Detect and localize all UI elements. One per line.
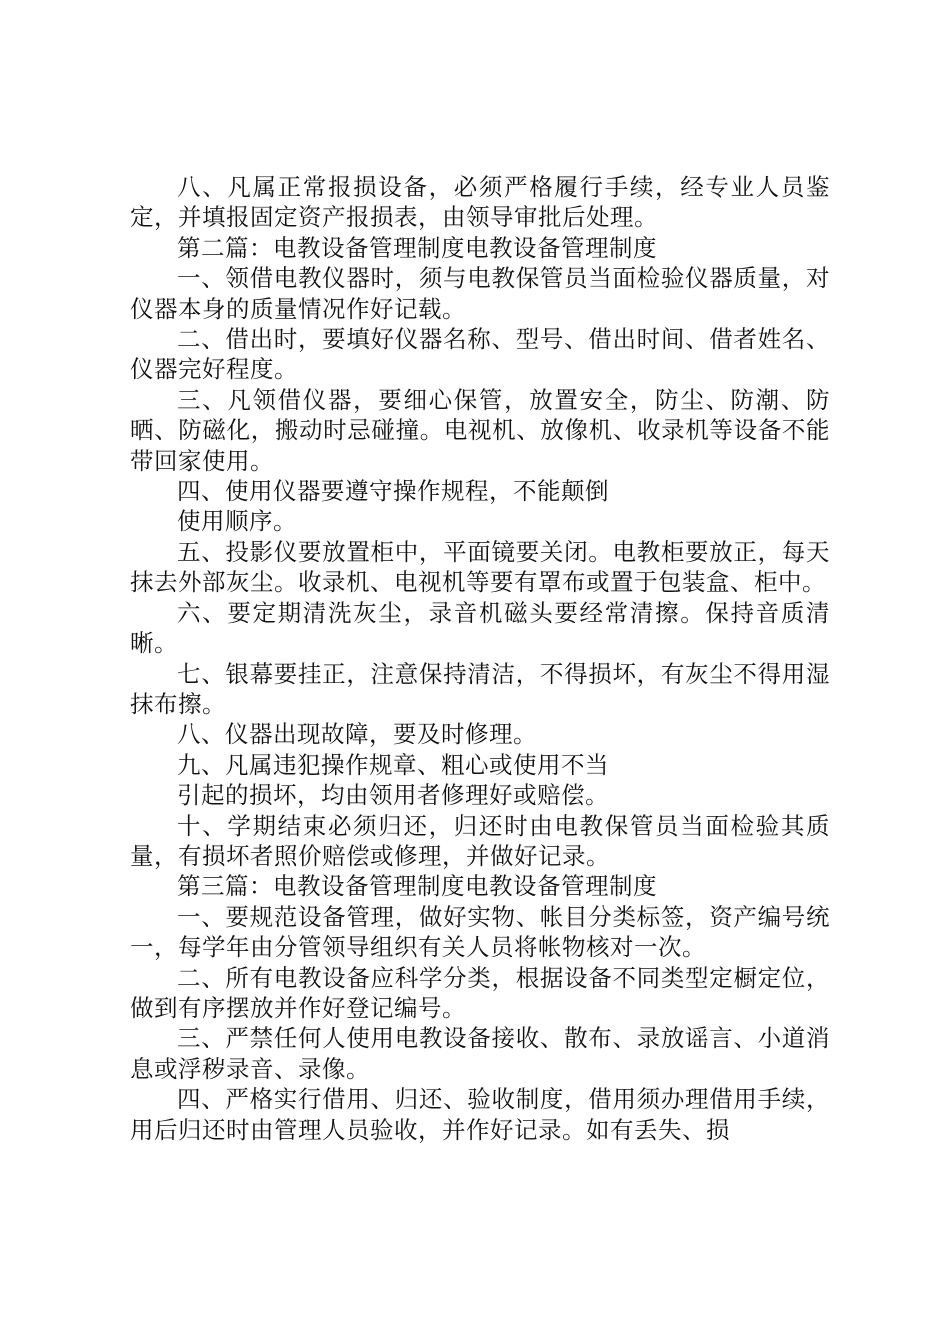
paragraph-3-3: 三、严禁任何人使用电教设备接收、散布、录放谣言、小道消息或浮秽录音、录像。 bbox=[130, 1024, 830, 1083]
paragraph-3-1: 一、要规范设备管理，做好实物、帐目分类标签，资产编号统一，每学年由分管领导组织有关人员将帐物核对一次。 bbox=[130, 902, 830, 962]
paragraph-2-2: 二、借出时，要填好仪器名称、型号、借出时间、借者姓名、仪器完好程度。 bbox=[130, 325, 830, 384]
paragraph-1: 八、凡属正常报损设备，必须严格履行手续，经专业人员鉴定，并填报固定资产报损表，由领导审批后处理。 bbox=[130, 173, 830, 232]
paragraph-2-4-cont: 使用顺序。 bbox=[177, 507, 297, 536]
document-page bbox=[130, 172, 830, 1145]
paragraph-2-1: 一、领借电教仪器时，须与电教保管员当面检验仪器质量，对仪器本身的质量情况作好记载。 bbox=[130, 264, 830, 323]
paragraph-3-2: 二、所有电教设备应科学分类，根据设备不同类型定橱定位，做到有序摆放并作好登记编号。 bbox=[130, 963, 830, 1022]
paragraph-2-9-cont: 引起的损坏，均由领用者修理好或赔偿。 bbox=[177, 781, 609, 810]
paragraph-3-4: 四、严格实行借用、归还、验收制度，借用须办理借用手续，用后归还时由管理人员验收，并作好记录。如有丢失、损 bbox=[130, 1085, 830, 1144]
paragraph-2-6: 六、要定期清洗灰尘，录音机磁头要经常清擦。保持音质清晰。 bbox=[130, 598, 830, 658]
paragraph-2-8: 八、仪器出现故障，要及时修理。 bbox=[177, 720, 537, 749]
paragraph-2-7: 七、银幕要挂正，注意保持清洁，不得损坏，有灰尘不得用湿抹布擦。 bbox=[130, 659, 830, 718]
paragraph-2-4: 四、使用仪器要遵守操作规程，不能颠倒 bbox=[177, 477, 609, 506]
paragraph-2-5: 五、投影仪要放置柜中，平面镜要关闭。电教柜要放正，每天抹去外部灰尘。收录机、电视机等要有罩布或置于包装盒、柜中。 bbox=[130, 537, 830, 597]
section-heading-2: 第二篇：电教设备管理制度电教设备管理制度 bbox=[177, 233, 657, 262]
paragraph-2-9: 九、凡属违犯操作规章、粗心或使用不当 bbox=[177, 750, 609, 779]
paragraph-2-10: 十、学期结束必须归还，归还时由电教保管员当面检验其质量，有损坏者照价赔偿或修理，并做好记录。 bbox=[130, 811, 830, 870]
section-heading-3: 第三篇：电教设备管理制度电教设备管理制度 bbox=[177, 872, 657, 901]
paragraph-2-3: 三、凡领借仪器，要细心保管，放置安全，防尘、防潮、防晒、防磁化，搬动时忌碰撞。电视机、放像机、收录机等设备不能带回家使用。 bbox=[130, 385, 830, 475]
